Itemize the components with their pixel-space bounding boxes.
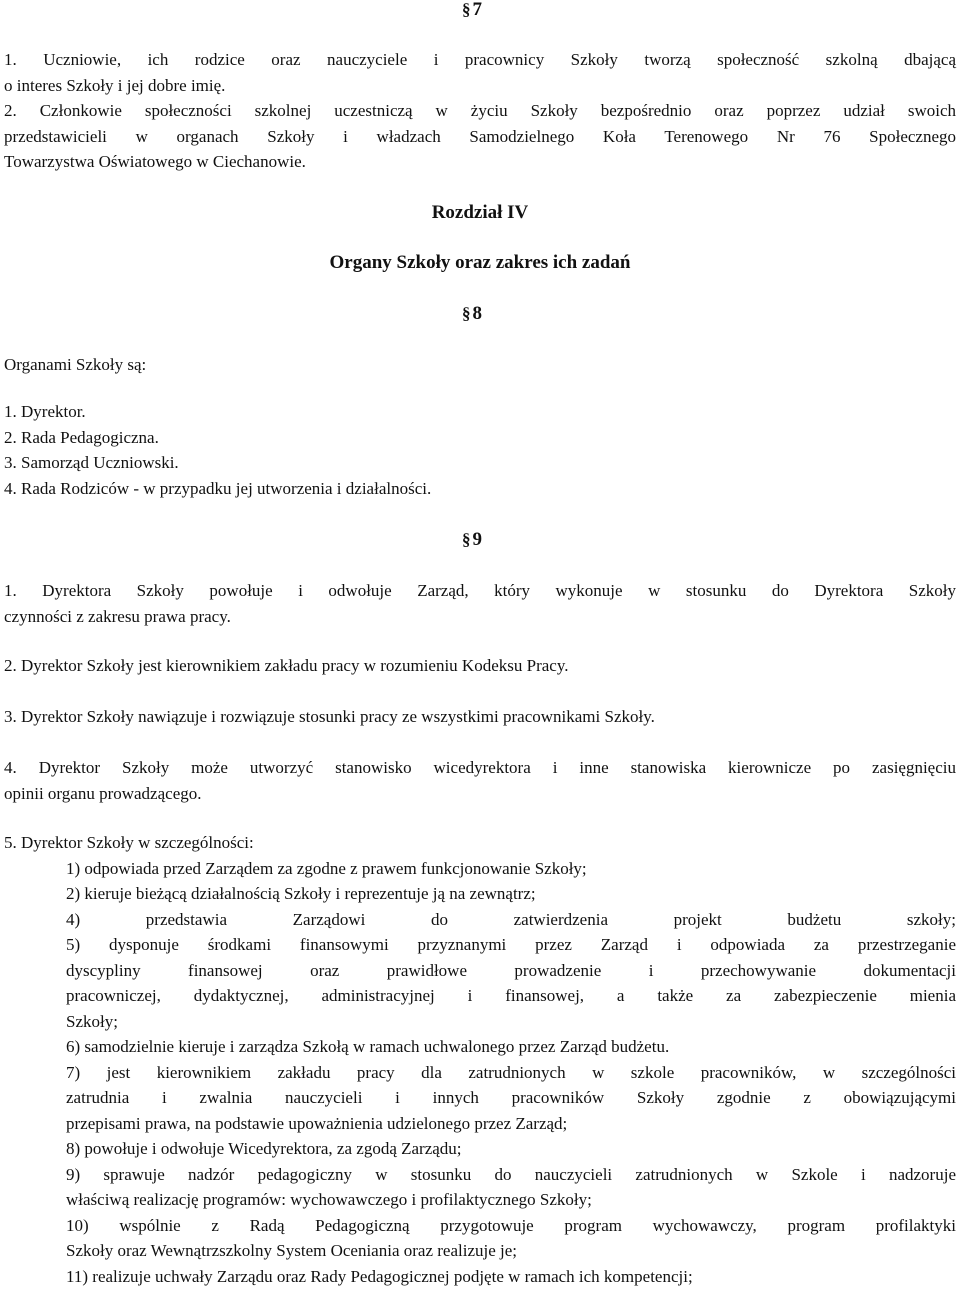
section-number: 8 bbox=[473, 303, 488, 324]
list-item: 2) kieruje bieżącą działalnością Szkoły i reprezentuje ją na zewnątrz; bbox=[66, 881, 956, 907]
list-item-continuation: Szkoły; bbox=[66, 1009, 956, 1035]
text-line: 3. Dyrektor Szkoły nawiązuje i rozwiązuje stosunki pracy ze wszystkimi pracownikami Szkoły. bbox=[4, 704, 956, 730]
section-7-paragraph-1 bbox=[4, 47, 956, 98]
list-item: 4) przedstawia Zarządowi do zatwierdzenia projekt budżetu szkoły; bbox=[66, 907, 956, 933]
list-item: 3. Samorząd Uczniowski. bbox=[4, 450, 956, 476]
section-9-paragraph-3 bbox=[4, 704, 956, 730]
text-line: Towarzystwa Oświatowego w Ciechanowie. bbox=[4, 149, 956, 175]
section-number: 9 bbox=[473, 529, 488, 550]
list-item: 5) dysponuje środkami finansowymi przyznanymi przez Zarząd i odpowiada za przestrzeganie bbox=[66, 932, 956, 958]
section-sign: § bbox=[462, 530, 471, 549]
section-9-heading bbox=[462, 528, 487, 552]
list-item-continuation: Szkoły oraz Wewnątrzszkolny System Oceniania oraz realizuje je; bbox=[66, 1238, 956, 1264]
section-7-paragraph-2 bbox=[4, 98, 956, 175]
section-sign: § bbox=[462, 0, 471, 19]
section-7-heading bbox=[462, 0, 487, 22]
text-line: opinii organu prowadzącego. bbox=[4, 781, 956, 807]
section-9-paragraph-2 bbox=[4, 653, 956, 679]
list-item: 1. Dyrektor. bbox=[4, 399, 956, 425]
section-8-heading bbox=[462, 302, 487, 326]
text-line: 4. Dyrektor Szkoły może utworzyć stanowisko wicedyrektora i inne stanowiska kierownicze po zasięgnięciu bbox=[4, 755, 956, 781]
text-line: 1. Uczniowie, ich rodzice oraz nauczyciele i pracownicy Szkoły tworzą społeczność szkolną dbającą bbox=[4, 47, 956, 73]
chapter-title: Rozdział IV bbox=[4, 200, 956, 226]
list-item: 8) powołuje i odwołuje Wicedyrektora, za zgodą Zarządu; bbox=[66, 1136, 956, 1162]
section-sign: § bbox=[462, 304, 471, 323]
director-duties-list bbox=[4, 856, 956, 1289]
section-9-paragraph-4 bbox=[4, 755, 956, 806]
list-item: 6) samodzielnie kieruje i zarządza Szkołą w ramach uchwalonego przez Zarząd budżetu. bbox=[66, 1034, 956, 1060]
list-item: 10) wspólnie z Radą Pedagogiczną przygotowuje program wychowawczy, program profilaktyki bbox=[66, 1213, 956, 1239]
list-item-continuation: dyscypliny finansowej oraz prawidłowe prowadzenie i przechowywanie dokumentacji bbox=[66, 958, 956, 984]
text-line: 2. Dyrektor Szkoły jest kierownikiem zakładu pracy w rozumieniu Kodeksu Pracy. bbox=[4, 653, 956, 679]
text-line: przedstawicieli w organach Szkoły i władzach Samodzielnego Koła Terenowego Nr 76 Społecznego bbox=[4, 124, 956, 150]
list-item-continuation: przepisami prawa, na podstawie upoważnienia udzielonego przez Zarząd; bbox=[66, 1111, 956, 1137]
chapter-subtitle: Organy Szkoły oraz zakres ich zadań bbox=[4, 250, 956, 276]
text-line: 1. Dyrektora Szkoły powołuje i odwołuje Zarząd, który wykonuje w stosunku do Dyrektora Szkoły bbox=[4, 578, 956, 604]
list-item: 4. Rada Rodziców - w przypadku jej utworzenia i działalności. bbox=[4, 476, 956, 502]
list-item-continuation: pracowniczej, dydaktycznej, administracyjnej i finansowej, a także za zabezpieczenie mienia bbox=[66, 983, 956, 1009]
section-number: 7 bbox=[473, 0, 488, 20]
list-item: 11) realizuje uchwały Zarządu oraz Rady Pedagogicznej podjęte w ramach ich kompetencji; bbox=[66, 1264, 956, 1289]
list-item: 1) odpowiada przed Zarządem za zgodne z prawem funkcjonowanie Szkoły; bbox=[66, 856, 956, 882]
list-item-continuation: właściwą realizację programów: wychowawczego i profilaktycznego Szkoły; bbox=[66, 1187, 956, 1213]
section-8-intro bbox=[4, 352, 956, 378]
section-9-paragraph-1 bbox=[4, 578, 956, 629]
list-item: 2. Rada Pedagogiczna. bbox=[4, 425, 956, 451]
list-item: 7) jest kierownikiem zakładu pracy dla zatrudnionych w szkole pracowników, w szczególności bbox=[66, 1060, 956, 1086]
text-line: czynności z zakresu prawa pracy. bbox=[4, 604, 956, 630]
section-9-paragraph-5 bbox=[4, 830, 956, 1289]
list-item: 9) sprawuje nadzór pedagogiczny w stosunku do nauczycieli zatrudnionych w Szkole i nadzoruje bbox=[66, 1162, 956, 1188]
text-line: Organami Szkoły są: bbox=[4, 352, 956, 378]
organs-list bbox=[4, 399, 956, 501]
text-line: 5. Dyrektor Szkoły w szczególności: bbox=[4, 830, 956, 856]
text-line: 2. Członkowie społeczności szkolnej uczestniczą w życiu Szkoły bezpośrednio oraz poprzez udział swoich bbox=[4, 98, 956, 124]
list-item-continuation: zatrudnia i zwalnia nauczycieli i innych pracowników Szkoły zgodnie z obowiązującymi bbox=[66, 1085, 956, 1111]
text-line: o interes Szkoły i jej dobre imię. bbox=[4, 73, 956, 99]
